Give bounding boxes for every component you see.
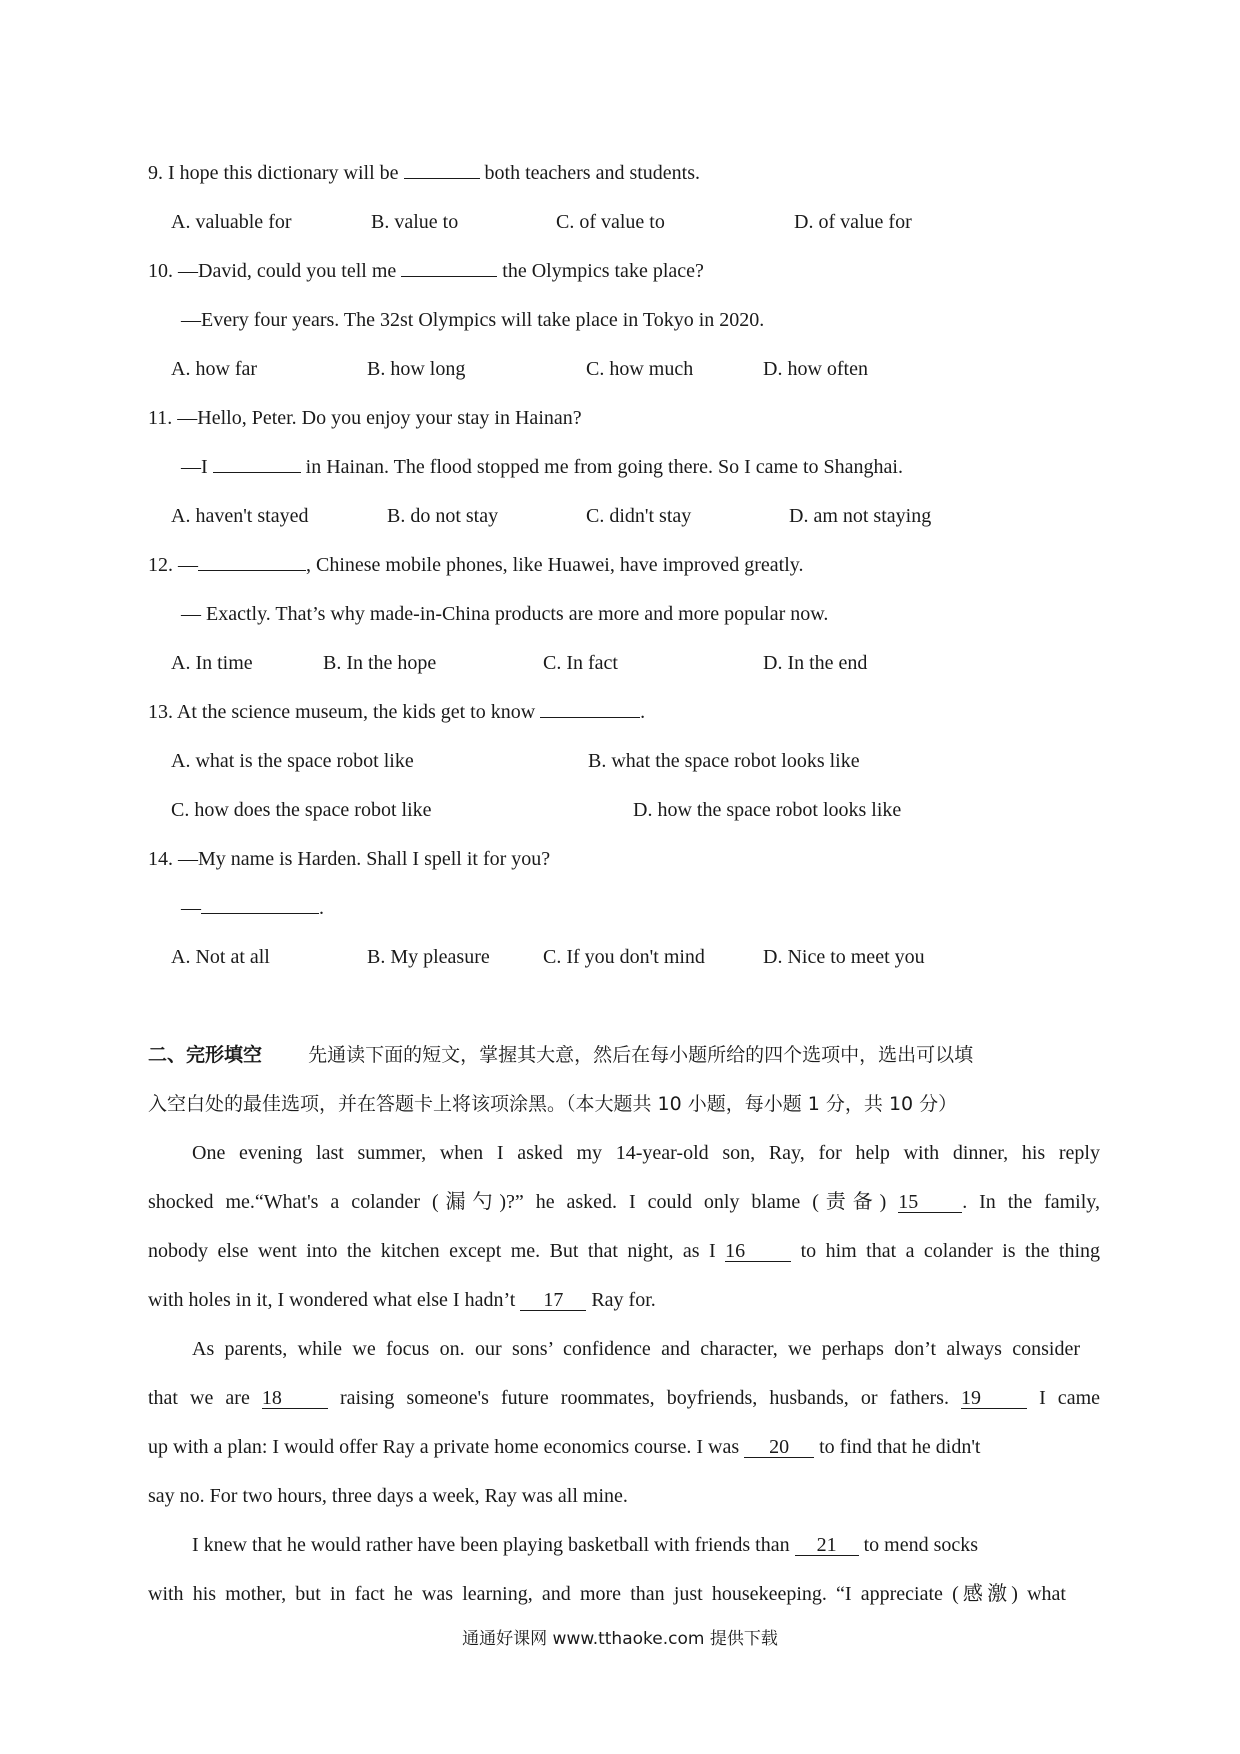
passage-line: I knew that he would rather have been playing basketball with friends than 21 to mend socks [192, 1534, 979, 1556]
passage-line: As parents, while we focus on. our sons’ confidence and character, we perhaps don’t always consider [192, 1338, 1080, 1360]
answer-blank [540, 699, 640, 718]
passage-line: with his mother, but in fact he was learning, and more than just housekeeping. “I appreciate (感激) what [148, 1583, 1066, 1605]
page-footer: 通通好课网 www.tthaoke.com 提供下载 [462, 1629, 778, 1649]
question-12-reply: — Exactly. That’s why made-in-China products are more and more popular now. [181, 603, 829, 625]
q14-option-b: B. My pleasure [367, 946, 490, 968]
blank-15: 15 [898, 1192, 962, 1213]
q13-option-d: D. how the space robot looks like [633, 799, 902, 821]
q13-option-b: B. what the space robot looks like [588, 750, 860, 772]
question-11-reply: —I in Hainan. The flood stopped me from going there. So I came to Shanghai. [181, 456, 903, 478]
passage-line: up with a plan: I would offer Ray a private home economics course. I was 20 to find that he didn't [148, 1436, 981, 1458]
q10-option-d: D. how often [763, 358, 868, 380]
blank-19: 19 [961, 1388, 1027, 1409]
q11-option-a: A. haven't stayed [171, 505, 309, 527]
question-14-reply: — . [181, 897, 324, 919]
passage-line: shocked me.“What's a colander (漏勺)?” he asked. I could only blame (责备) 15 . In the family, [148, 1191, 1100, 1213]
section-2-heading: 二、完形填空 [148, 1044, 263, 1066]
q14-option-a: A. Not at all [171, 946, 270, 968]
q14-option-c: C. If you don't mind [543, 946, 705, 968]
passage-line: nobody else went into the kitchen except me. But that night, as I 16 to him that a colander is the thing [148, 1240, 1101, 1262]
answer-blank [198, 552, 306, 571]
blank-20: 20 [744, 1437, 814, 1458]
answer-blank [201, 895, 319, 914]
passage-line: say no. For two hours, three days a week, Ray was all mine. [148, 1485, 628, 1507]
q9-option-a: A. valuable for [171, 211, 292, 233]
answer-blank [404, 160, 480, 179]
q11-option-d: D. am not staying [789, 505, 932, 527]
q12-option-a: A. In time [171, 652, 253, 674]
blank-21: 21 [795, 1535, 859, 1556]
question-11-stem: 11. —Hello, Peter. Do you enjoy your stay in Hainan? [148, 407, 582, 429]
q9-option-c: C. of value to [556, 211, 665, 233]
q13-option-a: A. what is the space robot like [171, 750, 414, 772]
q10-option-b: B. how long [367, 358, 466, 380]
question-13-stem: 13. At the science museum, the kids get to know . [148, 701, 646, 723]
blank-18: 18 [262, 1388, 328, 1409]
blank-16: 16 [725, 1241, 791, 1262]
q13-option-c: C. how does the space robot like [171, 799, 432, 821]
passage-line: with holes in it, I wondered what else I hadn’t 17 Ray for. [148, 1289, 656, 1311]
q11-option-c: C. didn't stay [586, 505, 692, 527]
section-2-instructions: 二、完形填空 先通读下面的短文，掌握其大意，然后在每小题所给的四个选项中，选出可以填 [148, 1044, 974, 1066]
blank-17: 17 [520, 1290, 586, 1311]
answer-blank [401, 258, 497, 277]
question-12-stem: 12. — , Chinese mobile phones, like Huawei, have improved greatly. [148, 554, 804, 576]
q12-option-d: D. In the end [763, 652, 868, 674]
passage-line: One evening last summer, when I asked my 14-year-old son, Ray, for help with dinner, his reply [192, 1142, 1100, 1164]
answer-blank [213, 454, 301, 473]
q11-option-b: B. do not stay [387, 505, 499, 527]
passage-line: that we are 18 raising someone's future roommates, boyfriends, husbands, or fathers. 19 I came [148, 1387, 1100, 1409]
q9-option-b: B. value to [371, 211, 459, 233]
question-14-stem: 14. —My name is Harden. Shall I spell it for you? [148, 848, 551, 870]
q10-option-a: A. how far [171, 358, 258, 380]
question-10-reply: —Every four years. The 32st Olympics will take place in Tokyo in 2020. [181, 309, 765, 331]
q12-option-b: B. In the hope [323, 652, 437, 674]
q10-option-c: C. how much [586, 358, 694, 380]
question-9-stem: 9. I hope this dictionary will be both teachers and students. [148, 162, 701, 184]
question-10-stem: 10. —David, could you tell me the Olympics take place? [148, 260, 704, 282]
section-2-instructions-cont: 入空白处的最佳选项，并在答题卡上将该项涂黑。（本大题共 10 小题，每小题 1 分，共 10 分） [148, 1093, 958, 1115]
q9-option-d: D. of value for [794, 211, 912, 233]
q14-option-d: D. Nice to meet you [763, 946, 925, 968]
q12-option-c: C. In fact [543, 652, 618, 674]
